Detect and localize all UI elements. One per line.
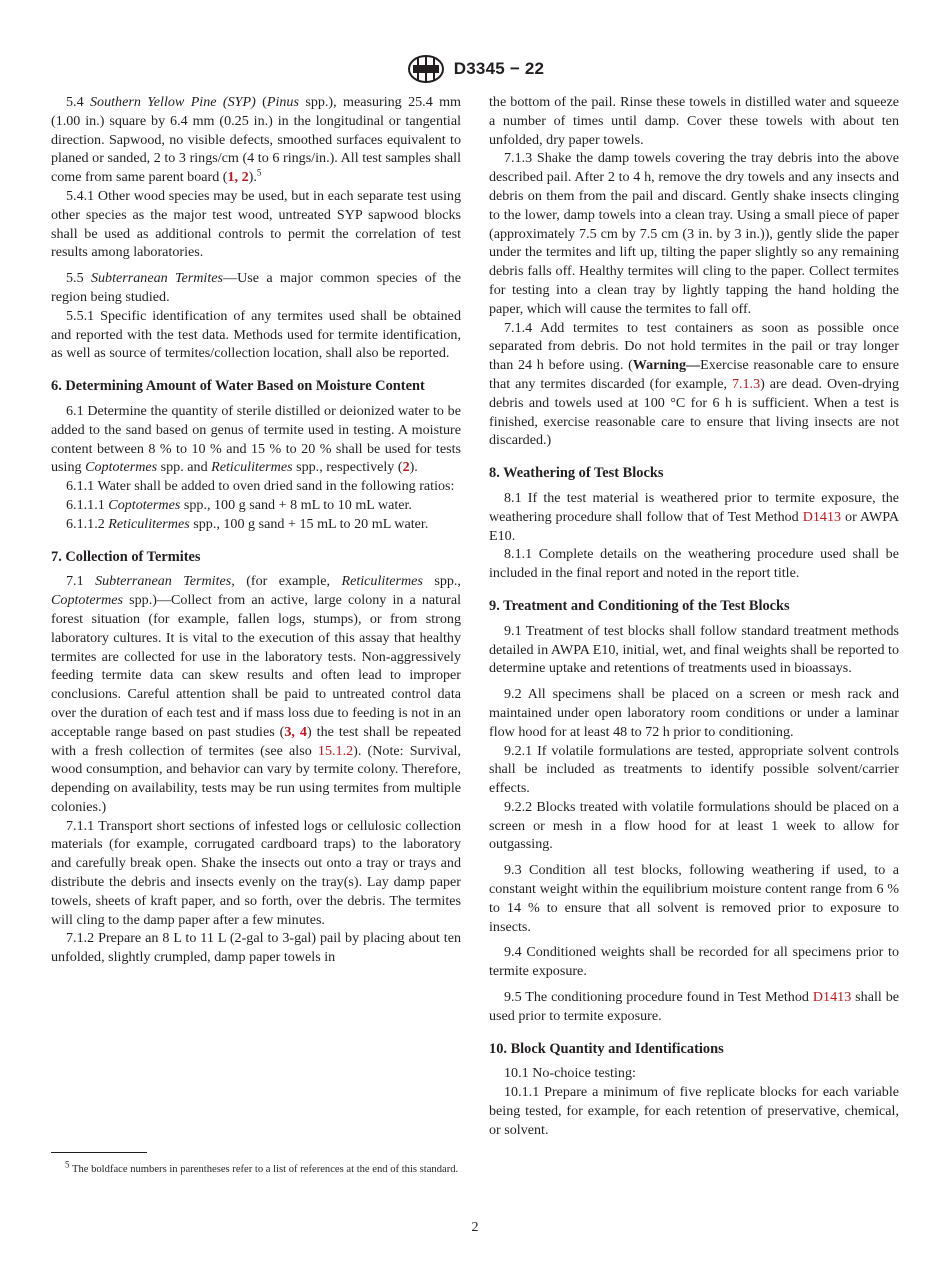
- reference-link[interactable]: 3, 4: [284, 723, 307, 740]
- paragraph-6-1-1: 6.1.1 Water shall be added to oven dried sand in the following ratios:: [66, 478, 455, 495]
- paragraph-10-1-1: 10.1.1 Prepare a minimum of five replicate blocks for each variable being tested, for example, for each retention of preservative, chemical, or solvent.: [489, 1084, 899, 1138]
- paragraph-6-1-1-2: 6.1.1.2 Reticulitermes spp., 100 g sand + 15 mL to 20 mL water.: [66, 515, 429, 532]
- paragraph-7-1-2: 7.1.2 Prepare an 8 L to 11 L (2-gal to 3-gal) pail by placing about ten unfolded, slightly crumpled, damp paper towels in: [51, 930, 461, 966]
- paragraph-9-2-2: 9.2.2 Blocks treated with volatile formulations should be placed on a screen or mesh in a flow hood for at least 1 week to allow for outgassing.: [489, 798, 899, 853]
- reference-link[interactable]: 2: [402, 459, 410, 476]
- paragraph-6-1: 6.1 Determine the quantity of sterile distilled or deionized water to be added to the sand based on genus of termite used in testing. A moisture content between 8 % to 10 % and 15 % to 20 % shall be used for tests using Coptotermes spp. and Reticulitermes spp., respectively (2).: [51, 402, 461, 476]
- paragraph-8-1: 8.1 If the test material is weathered prior to termite exposure, the weathering procedure shall follow that of Test Method D1413 or AWPA E10.: [489, 489, 899, 544]
- paragraph-9-3: 9.3 Condition all test blocks, following weathering if used, to a constant weight within the equilibrium moisture content range from 6 % to 14 % to ensure that all solvent is removed prior to exposure to insects.: [489, 862, 899, 935]
- footnote-marker: 5: [65, 1159, 70, 1170]
- standard-designation: D3345 − 22: [453, 59, 545, 78]
- paragraph-5-4: 5.4 Southern Yellow Pine (SYP) (Pinus spp.), measuring 25.4 mm (1.00 in.) square by 6.4 mm (0.25 in.) in the longitudinal or tangential direction. Sapwood, no visible defects, smoothed surfaces equivalent to planed or sanded, 2 to 3 rings/cm (4 to 6 rings/in.). All test samples shall come from same parent board (1, 2).$^5$: [51, 94, 462, 186]
- astm-logo-icon: [406, 54, 446, 84]
- paragraph-9-1: 9.1 Treatment of test blocks shall follow standard treatment methods detailed in AWPA E10, initial, wet, and final weights shall be reported to determine uptake and retentions of treatments used in bioassays.: [489, 622, 899, 677]
- section-heading-7: 7. Collection of Termites: [51, 548, 201, 565]
- paragraph-5-5-1: 5.5.1 Specific identification of any termites used shall be obtained and reported with the test data. Methods used for termite identification, as well as source of termites/collection location, shall also be reported.: [51, 307, 461, 362]
- paragraph-7-1: 7.1 Subterranean Termites, (for example, Reticulitermes spp., Coptotermes spp.)—Collect from an active, large colony in a natural forest situation (for example, fallen logs, stumps), or from strong laboratory cultures. It is vital to the execution of this assay that healthy termites are collected for use in the laboratory tests. Non-aggressively feeding termite data can skew results and often lead to improper conclusions. Careful attention shall be paid to untreated control data over the duration of each test and if mass loss due to feeding is not in an acceptable range based on past studies (3, 4) the test shall be repeated with a fresh collection of termites (see also 15.1.2). (Note: Survival, wood consumption, and behavior can vary by termite colony. Therefore, depending on availability, tests may be run using termites from multiple colonies.): [51, 573, 462, 815]
- right-column: [489, 93, 899, 1140]
- paragraph-9-5: 9.5 The conditioning procedure found in Test Method D1413 shall be used prior to termite exposure.: [489, 989, 900, 1024]
- section-heading-9: 9. Treatment and Conditioning of the Test Blocks: [489, 597, 790, 614]
- paragraph-8-1-1: 8.1.1 Complete details on the weathering procedure used shall be included in the final report and noted in the report title.: [489, 546, 899, 582]
- paragraph-7-1-2-continued: the bottom of the pail. Rinse these towels in distilled water and squeeze a number of times until damp. Cover these towels with about ten unfolded, dry paper towels.: [489, 94, 899, 148]
- section-heading-8: 8. Weathering of Test Blocks: [489, 465, 664, 482]
- paragraph-5-5: 5.5 Subterranean Termites—Use a major common species of the region being studied.: [51, 270, 461, 305]
- page-number: 2: [471, 1220, 479, 1235]
- section-link[interactable]: 15.1.2: [317, 742, 354, 759]
- left-column: [51, 93, 461, 967]
- section-heading-6: 6. Determining Amount of Water Based on Moisture Content: [51, 378, 425, 395]
- standard-link[interactable]: D1413: [812, 989, 852, 1006]
- standard-link[interactable]: D1413: [802, 508, 842, 525]
- paragraph-6-1-1-1: 6.1.1.1 Coptotermes spp., 100 g sand + 8 mL to 10 mL water.: [66, 496, 412, 513]
- paragraph-5-4-1: 5.4.1 Other wood species may be used, but in each separate test using other species as the major test wood, untreated SYP sapwood blocks shall be used as additional controls to permit the correlation of test results among laboratories.: [51, 187, 461, 261]
- paragraph-7-1-4: 7.1.4 Add termites to test containers as soon as possible once separated from debris. Do not hold termites in the pail or tray longer than 24 h before using. (Warning—Exercise reasonable care to ensure that any termites discarded (for example, 7.1.3) are dead. Oven-drying debris and towels used at 100 °C for 6 h is sufficient. When a test is finished, exercise reasonable care to ensure that living insects are not discarded.): [489, 319, 899, 449]
- section-link[interactable]: 7.1.3: [731, 375, 761, 392]
- paragraph-9-2-1: 9.2.1 If volatile formulations are tested, appropriate solvent controls shall be included as treatments to identify possible solvent/carrier effects.: [489, 742, 899, 797]
- page-header: [0, 54, 950, 84]
- paragraph-10-1: 10.1 No-choice testing:: [504, 1065, 636, 1082]
- footnote-divider: [51, 1152, 147, 1153]
- footnote: $^5$ The boldface numbers in parentheses refer to a list of references at the end of this standard.: [65, 1159, 459, 1175]
- paragraph-7-1-3: 7.1.3 Shake the damp towels covering the tray debris into the above described pail. After 2 to 4 h, remove the dry towels and any insects and debris on them from the pail and discard. Gently shake insects clinging to the lower, damp towels into a clean tray. Using a small piece of paper (approximately 7.5 cm by 7.5 cm (3 in. by 3 in.)), gently slide the paper under the termites and lift up, tilting the paper slightly so any remaining debris falls off. Healthy termites will cling to the paper. Collect termites for testing into a clean tray by lightly tapping the hand holding the paper, which will cause the termites to fall off.: [489, 150, 899, 317]
- paragraph-9-2: 9.2 All specimens shall be placed on a screen or mesh rack and maintained under open laboratory room conditions or under a laminar flow hood for at least 48 to 72 h prior to conditioning.: [489, 686, 899, 740]
- section-heading-10: 10. Block Quantity and Identifications: [489, 1040, 724, 1057]
- paragraph-9-4: 9.4 Conditioned weights shall be recorded for all specimens prior to termite exposure.: [489, 944, 899, 980]
- reference-link[interactable]: 1, 2: [227, 169, 249, 186]
- footnote-marker: 5: [256, 167, 262, 178]
- paragraph-7-1-1: 7.1.1 Transport short sections of infested logs or cellulosic collection materials (for example, corrugated cardboard traps) to the laboratory and carefully break open. Shake the insects out onto a tray or trays and distribute the debris and insects evenly on the tray(s). Lay damp paper towels, sheets of kraft paper, and so forth, over the debris. The termites will cling to the damp paper after a few minutes.: [51, 817, 461, 928]
